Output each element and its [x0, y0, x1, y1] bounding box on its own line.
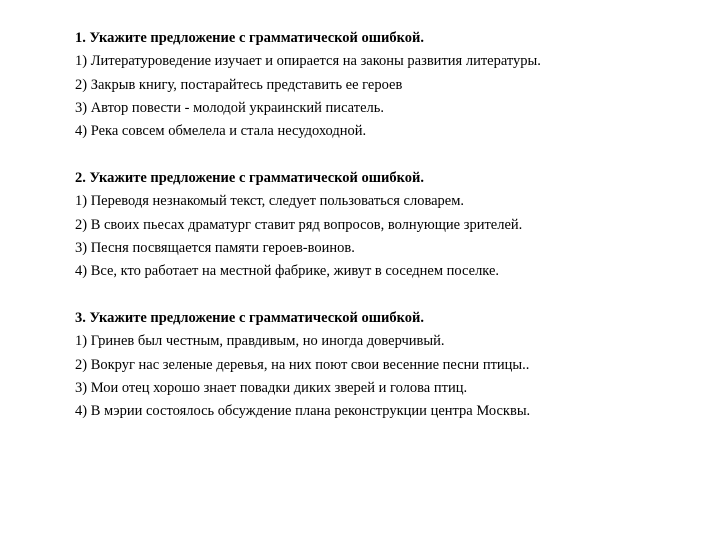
question-title: 3. Укажите предложение с грамматической ошибкой. [75, 310, 425, 326]
answer-option: 4) В мэрии состоялось обсуждение плана реконструкции центра Москвы. [75, 403, 531, 420]
question-title: 2. Укажите предложение с грамматической ошибкой. [75, 170, 425, 186]
answer-option: 1) Литературоведение изучает и опирается на законы развития литературы. [75, 53, 541, 70]
answer-option: 4) Река совсем обмелела и стала несудоходной. [75, 123, 367, 140]
answer-option: 2) Закрыв книгу, постарайтесь представить ее героев [75, 76, 403, 93]
answer-option: 2) В своих пьесах драматург ставит ряд вопросов, волнующие зрителей. [75, 216, 523, 233]
answer-option: 2) Вокруг нас зеленые деревья, на них поют свои весенние песни птицы.. [75, 356, 530, 373]
answer-option: 1) Переводя незнакомый текст, следует пользоваться словарем. [75, 193, 465, 210]
answer-option: 3) Автор повести - молодой украинский писатель. [75, 99, 384, 116]
question-block-1 [75, 27, 695, 143]
answer-option: 3) Песня посвящается памяти героев-воинов. [75, 239, 355, 256]
question-block-3 [75, 307, 695, 423]
question-title: 1. Укажите предложение с грамматической ошибкой. [75, 30, 425, 46]
question-block-2 [75, 167, 695, 283]
answer-option: 4) Все, кто работает на местной фабрике, живут в соседнем поселке. [75, 263, 500, 280]
answer-option: 1) Гринев был честным, правдивым, но иногда доверчивый. [75, 333, 445, 350]
answer-option: 3) Мои отец хорошо знает повадки диких зверей и голова птиц. [75, 379, 468, 396]
